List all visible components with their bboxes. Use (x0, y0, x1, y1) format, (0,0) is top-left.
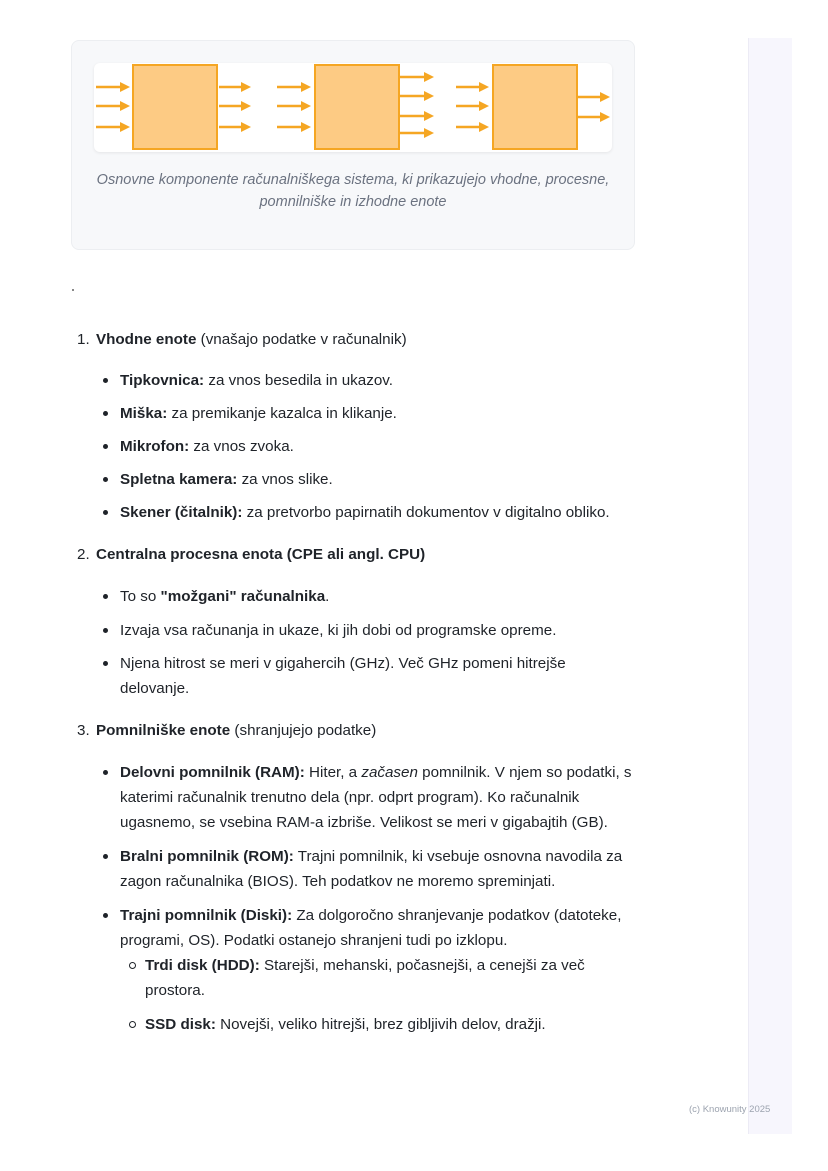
diagram-box-input (133, 65, 217, 149)
list-item (77, 467, 637, 492)
list-item-ram (77, 760, 637, 835)
diagram-arrow (277, 122, 311, 132)
list-item (77, 584, 637, 609)
diagram-svg (94, 63, 612, 152)
item-term: SSD disk: (145, 1016, 216, 1033)
section-note: (vnašajo podatke v računalnik) (196, 331, 407, 348)
section-title: Centralna procesna enota (CPE ali angl. CPU) (96, 546, 426, 563)
item-term: Delovni pomnilnik (RAM): (120, 764, 305, 781)
diagram-arrow (456, 82, 489, 92)
item-term: Trajni pomnilnik (Diski): (120, 907, 293, 924)
section-number: 3. (77, 722, 90, 739)
list-item-rom (77, 844, 637, 894)
section-input-units (77, 327, 637, 525)
section-memory-units (77, 718, 637, 1037)
section-title: Vhodne enote (96, 331, 197, 348)
item-text: Hiter, a (304, 764, 362, 781)
section-number: 1. (77, 331, 90, 348)
disks-list (120, 953, 637, 1037)
item-emphasis: začasen (361, 764, 418, 781)
diagram-arrow (400, 111, 434, 121)
item-term: Bralni pomnilnik (ROM): (120, 848, 294, 865)
system-components-diagram (94, 63, 612, 152)
item-term: Miška: (120, 405, 168, 422)
list-item-disks (77, 903, 637, 1037)
item-text: Za dolgoročno shranjevanje podatkov (datoteke, programi, OS). Podatki ostanejo shranjeni tudi po izklopu. (120, 907, 622, 949)
item-text: za vnos besedila in ukazov. (204, 372, 393, 389)
diagram-arrow (96, 101, 130, 111)
figure-caption: Osnovne komponente računalniškega sistema, ki prikazujejo vhodne, procesne, pomnilniške in izhodne enote (96, 172, 610, 210)
copyright-footer: (c) Knowunity 2025 (689, 1104, 771, 1115)
diagram-arrow (219, 101, 251, 111)
diagram-arrow (219, 122, 251, 132)
diagram-arrow (400, 72, 434, 82)
diagram-arrow (96, 122, 130, 132)
cpu-list (77, 584, 637, 701)
item-text: za premikanje kazalca in klikanje. (167, 405, 397, 422)
diagram-arrow (578, 92, 610, 102)
list-item-ssd (120, 1012, 637, 1037)
diagram-box-output (493, 65, 577, 149)
item-term: Trdi disk (HDD): (145, 957, 260, 974)
item-term: Spletna kamera: (120, 471, 238, 488)
diagram-arrow (400, 128, 434, 138)
list-item (77, 368, 637, 393)
item-text: Novejši, veliko hitrejši, brez gibljivih delov, dražji. (215, 1016, 546, 1033)
document-body (77, 327, 637, 1037)
stray-mark (72, 289, 74, 291)
section-cpu (77, 542, 637, 701)
section-heading (77, 718, 637, 743)
item-text: . (325, 588, 330, 605)
item-text: Trajni pomnilnik, ki vsebuje osnovna navodila za zagon računalnika (BIOS). Teh podatkov ne moremo spreminjati. (120, 848, 623, 890)
item-text: za vnos slike. (237, 471, 333, 488)
list-item (77, 618, 637, 643)
diagram-arrow (277, 82, 311, 92)
diagram-arrow (578, 112, 610, 122)
item-text: Izvaja vsa računanja in ukaze, ki jih dobi od programske opreme. (120, 622, 557, 639)
item-text: za vnos zvoka. (189, 438, 294, 455)
section-title: Pomnilniške enote (96, 722, 231, 739)
diagram-arrow (219, 82, 251, 92)
section-note: (shranjujejo podatke) (230, 722, 377, 739)
diagram-box-processing (315, 65, 399, 149)
section-number: 2. (77, 546, 90, 563)
item-term: Mikrofon: (120, 438, 190, 455)
input-units-list (77, 368, 637, 525)
figure-card (71, 40, 635, 250)
item-text: pomnilnik. V njem so podatki, s katerimi računalnik trenutno dela (npr. odprt program). Ko računalnik ugasnemo, se vsebina RAM-a izbriše. Velikost se meri v gigabajtih (GB). (120, 764, 632, 831)
item-term: Skener (čitalnik): (120, 504, 243, 521)
item-text: Starejši, mehanski, počasnejši, a cenejši za več prostora. (145, 957, 585, 999)
list-item (77, 651, 637, 701)
item-term: "možgani" računalnika (160, 588, 326, 605)
list-item (77, 434, 637, 459)
diagram-arrow (400, 91, 434, 101)
diagram-arrow (456, 101, 489, 111)
list-item (77, 500, 637, 525)
diagram-arrow (96, 82, 130, 92)
section-heading (77, 327, 637, 352)
list-item (77, 401, 637, 426)
list-item-hdd (120, 953, 637, 1003)
item-term: Tipkovnica: (120, 372, 205, 389)
section-heading (77, 542, 637, 567)
diagram-arrow (277, 101, 311, 111)
page-side-strip (748, 38, 792, 1134)
item-text: To so (120, 588, 161, 605)
diagram-arrow (456, 122, 489, 132)
item-text: za pretvorbo papirnatih dokumentov v digitalno obliko. (242, 504, 610, 521)
item-text: Njena hitrost se meri v gigahercih (GHz). Več GHz pomeni hitrejše delovanje. (120, 655, 566, 697)
memory-list (77, 760, 637, 1037)
